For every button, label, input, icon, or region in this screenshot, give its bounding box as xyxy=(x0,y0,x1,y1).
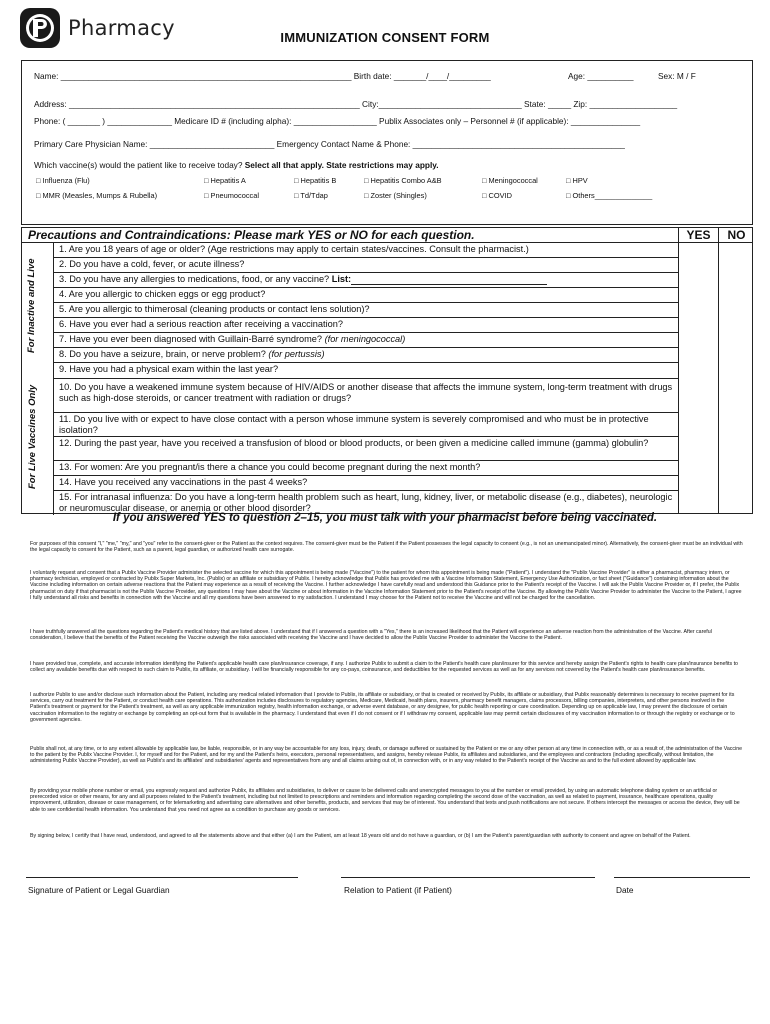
side-label-live: For Live Vaccines Only xyxy=(27,384,38,489)
logo-wordmark: Pharmacy xyxy=(68,16,175,40)
allergy-list-field[interactable] xyxy=(351,276,547,285)
question-5: 5. Are you allergic to thimerosal (cleaning products or contact lens solution)? xyxy=(54,303,678,318)
legal-paragraph-1: For purposes of this consent "I," "me," "my," and "you" refer to the consent-giver or the Patient as the context requires. The consent-giver must be the Patient if the Patient possesses the legal capacity to consent (e.g., is not an unemancipated minor). Alternatively, the consent-giver must be an individual with the legal capacity to consent for the Patient, such as a parent, legal guardian, or authorized health care surrogate. xyxy=(30,541,743,554)
address-field[interactable]: Address: _______________________________________________________________ City:_______________________________ State: _____ Zip: ___________________ xyxy=(34,99,678,109)
vaccine-option-pneumococcal[interactable]: □ Pneumococcal xyxy=(204,191,259,200)
no-header: NO xyxy=(727,228,746,242)
yes-column[interactable] xyxy=(678,228,718,513)
vaccine-option-hpv[interactable]: □ HPV xyxy=(566,176,588,185)
side-label-inactive: For Inactive and Live xyxy=(26,258,37,353)
name-birthdate-field[interactable]: Name: _______________________________________________________________ Birth date: _______/____/_________ xyxy=(34,71,491,81)
question-10: 10. Do you have a weakened immune system because of HIV/AIDS or another disease that affects the immune system, long-term treatment with drugs such as high-dose steroids, or cancer treatment with radiation or drugs? xyxy=(54,379,678,413)
question-9: 9. Have you had a physical exam within the last year? xyxy=(54,363,678,379)
question-8-text: 8. Do you have a seizure, brain, or nerve problem? xyxy=(59,349,269,359)
vaccine-option-influenza[interactable]: □ Influenza (Flu) xyxy=(36,176,90,185)
vaccine-option-others[interactable]: □ Others______________ xyxy=(566,191,653,200)
legal-paragraph-4: I have provided true, complete, and accurate information identifying the Patient's applicable health care plan/insurance coverage, if any. I authorize Publix to submit a claim to the Patient's health care plan/insurer for this service and hereby assign the Patient's rights to health care plan/insurance benefits to collect any available benefits due with respect to such claim to Publix, its affiliate, or subsidiary. I will be financially responsible for any co-pays, coinsurance, and deductibles for the requested services as well as for any services not covered by the Patient's health care plan/insurance benefits. xyxy=(30,661,738,674)
yes-answer-warning: If you answered YES to question 2–15, you must talk with your pharmacist before being vaccinated. xyxy=(112,512,658,524)
side-band-live xyxy=(22,379,54,515)
question-8 xyxy=(54,348,678,363)
precautions-header xyxy=(22,228,752,243)
question-3-list-label: List: xyxy=(331,274,352,284)
vaccine-option-hepatitis-a[interactable]: □ Hepatitis A xyxy=(204,176,246,185)
phone-medicare-field[interactable]: Phone: ( _______ ) ______________ Medicare ID # (including alpha): __________________ Publix Associates only – Personnel # (if applicable): _______________ xyxy=(34,116,641,126)
yes-header: YES xyxy=(686,228,711,242)
vaccine-option-zoster[interactable]: □ Zoster (Shingles) xyxy=(364,191,427,200)
question-15: 15. For intranasal influenza: Do you have a long-term health problem such as heart, lung, kidney, liver, or metabolic disease (e.g., diabetes), neurologic or neuromuscular disease, or anemia or other blood disorder? xyxy=(59,492,673,513)
legal-paragraph-5: I authorize Publix to use and/or disclose such information about the Patient, including any medical related information that I provide to Publix, its affiliate or subsidiary, or that is created or received by Publix, its affiliate or subsidiary, that Publix reasonably determines is necessary to receive payment for its services, carry out treatment for the Patient, or conduct health care operations. This authorization includes disclosures to regulatory agencies, Medicare, Medicaid, health plans, insurers, pharmacy benefit managers, claims processors, billing companies, interpreters, and other persons involved in the Patient's treatment or payment for the Patient's treatment, as well as any applicable immunization registry, health information exchange, or adverse event database, or any designee, for public health reporting or care coordination. Depending up on applicable law, I may prevent the disclosure of certain vaccination information to the registry or exchange by completing an opt-out form that is available in the pharmacy. I understand that even if I do not consent or if I withdraw my consent, applicable law may permit certain disclosures of my vaccination information to or through the registry or exchange or to government agencies. xyxy=(30,692,735,723)
relation-line[interactable] xyxy=(341,877,595,878)
question-4: 4. Are you allergic to chicken eggs or egg product? xyxy=(54,288,678,303)
question-6: 6. Have you ever had a serious reaction after receiving a vaccination? xyxy=(54,318,678,333)
legal-paragraph-7: By providing your mobile phone number or email, you expressly request and authorize Publix, its affiliates and subsidiaries, to deliver or cause to be delivered calls and unencrypted messages to you at the number or email provided, by using an automatic telephone dialing system or an artificial or prerecorded voice or other means, for any and all purposes related to the Patient's treatment, including but not limited to prescriptions and reminders and information regarding completing the second dose of the vaccination, as well as related to payment, insurance, healthcare operations, quality improvement, utilization, disease or case management, or for telemarketing and advertising care alternatives and other benefits, products, and services that may be of interest. You understand that texts and push notifications are not secure. If others intercept the messages or access the device, they will be able to see confidential health information. You understand that you need not agree as a condition to purchase any goods or services. xyxy=(30,788,740,813)
vaccine-question-text: Which vaccine(s) would the patient like to receive today? xyxy=(34,160,245,170)
question-3 xyxy=(54,273,678,288)
precautions-table xyxy=(21,227,753,514)
date-label: Date xyxy=(616,885,634,895)
question-12: 12. During the past year, have you received a transfusion of blood or blood products, or been given a medicine called immune (gamma) globulin? xyxy=(54,437,678,461)
patient-info-section xyxy=(21,60,753,225)
question-14: 14. Have you received any vaccinations in the past 4 weeks? xyxy=(54,476,678,491)
legal-paragraph-8: By signing below, I certify that I have read, understood, and agreed to all the statements above and that either (a) I am the Patient, am at least 18 years old and do not have a guardian, or (b) I am the Patient's parent/guardian with authority to consent and agree on behalf of the Patient. xyxy=(30,833,691,839)
question-13: 13. For women: Are you pregnant/is there a chance you could become pregnant during the next month? xyxy=(54,461,678,476)
physician-emergency-field[interactable]: Primary Care Physician Name: ___________________________ Emergency Contact Name & Phone: ______________________________________________ xyxy=(34,139,625,149)
legal-paragraph-6: Publix shall not, at any time, or to any extent allowable by applicable law, be liable, responsible, or in any way be accountable for any loss, injury, death, or damage suffered or sustained by the Patient or me or any other person at any time in connection with, or as a result of, the administration of the Vaccine to the patient by the Publix Vaccine Provider. I, for myself and for the Patient, and for my and the Patient's heirs, executors, personal representatives, and assigns, hereby release Publix, its affiliates and subsidiaries, and the employees and contractors (including specifically, without limitation, the administering Publix Vaccine Provider), as well as Publix's and its affiliates' and subsidiaries' agents and representatives from any and all claims arising out of, in connection with, or in any way related to the Patient's receipt of the Vaccine as and to the full extent allowed by applicable law. xyxy=(30,746,743,765)
question-7-text: 7. Have you ever been diagnosed with Guillain-Barré syndrome? xyxy=(59,334,325,344)
no-column[interactable] xyxy=(718,228,754,513)
vaccine-question xyxy=(34,160,439,170)
vaccine-option-mmr[interactable]: □ MMR (Measles, Mumps & Rubella) xyxy=(36,191,158,200)
legal-paragraph-3: I have truthfully answered all the questions regarding the Patient's medical history that are listed above. I understand that if I answered a question with a "Yes," there is an increased likelihood that the Patient will experience an adverse reaction from the administration of the Vaccine. After careful consideration, I believe that the benefits of the Patient receiving the Vaccine outweigh the risks associated with receiving the Vaccine and I have decided to allow the Publix Vaccine Provider to administer the Vaccine to the Patient. xyxy=(30,629,712,642)
date-line[interactable] xyxy=(614,877,750,878)
signature-line[interactable] xyxy=(26,877,298,878)
vaccine-option-covid[interactable]: □ COVID xyxy=(482,191,512,200)
question-7-note: (for meningococcal) xyxy=(324,334,406,344)
question-11: 11. Do you live with or expect to have close contact with a person whose immune system is severely compromised and who must be in protective isolation? xyxy=(54,413,678,437)
signature-label: Signature of Patient or Legal Guardian xyxy=(28,885,170,895)
vaccine-option-hepatitis-combo[interactable]: □ Hepatitis Combo A&B xyxy=(364,176,442,185)
relation-label: Relation to Patient (if Patient) xyxy=(344,885,452,895)
question-8-note: (for pertussis) xyxy=(268,349,325,359)
sex-field[interactable]: Sex: M / F xyxy=(658,71,696,81)
vaccine-option-td-tdap[interactable]: □ Td/Tdap xyxy=(294,191,328,200)
question-7 xyxy=(54,333,678,348)
vaccine-question-bold: Select all that apply. State restrictions may apply. xyxy=(244,160,439,170)
precautions-title: Precautions and Contraindications: Please mark YES or NO for each question. xyxy=(28,228,475,242)
question-3-text: 3. Do you have any allergies to medications, food, or any vaccine? xyxy=(59,274,332,284)
age-field[interactable]: Age: __________ xyxy=(568,71,634,81)
vaccine-option-hepatitis-b[interactable]: □ Hepatitis B xyxy=(294,176,337,185)
question-2: 2. Do you have a cold, fever, or acute illness? xyxy=(54,258,678,273)
form-title: IMMUNIZATION CONSENT FORM xyxy=(280,30,490,45)
vaccine-option-meningococcal[interactable]: □ Meningococcal xyxy=(482,176,538,185)
question-1: 1. Are you 18 years of age or older? (Age restrictions may apply to certain states/vaccines. Consult the pharmacist.) xyxy=(54,243,678,258)
side-band-inactive xyxy=(22,243,54,379)
legal-paragraph-2: I voluntarily request and consent that a Publix Vaccine Provider administer the selected vaccine for which this appointment is being made ("Vaccine") to the patient for whom this appointment is being made ("Patient"). I understand the "Publix Vaccine Provider" is either a pharmacist, pharmacy intern, or pharmacy technician, employed or contracted by Publix Super Markets, Inc. (Publix) or an affiliate or subsidiary of Publix. I hereby acknowledge that Publix has provided me with a Vaccine Information Statement, Emergency Use Authorization, or fact sheet ("Guidance") containing information about the Vaccine including information on certain adverse reactions that the Patient may experience as a result of receiving the Vaccine. I further acknowledge I have carefully read and understood this Guidance prior to the Patient's receipt of the Vaccine. I will ask the Publix Vaccine Provider or, if I prefer, the Publix pharmacist on duty if that pharmacist is not the Publix Vaccine Provider, any questions I may have about the Vaccine or about information in the Vaccine Information Statement prior to the Patient's receipt of the Vaccine. By allowing the Publix Vaccine Provider to administer the Vaccine to the Patient, I agree I fully understand all risks and benefits in connection with the Vaccine and all my questions have been answered to my satisfaction. I understand I may choose for the Patient not to receive the Vaccine and will not be charged for the cancellation. xyxy=(30,570,742,601)
